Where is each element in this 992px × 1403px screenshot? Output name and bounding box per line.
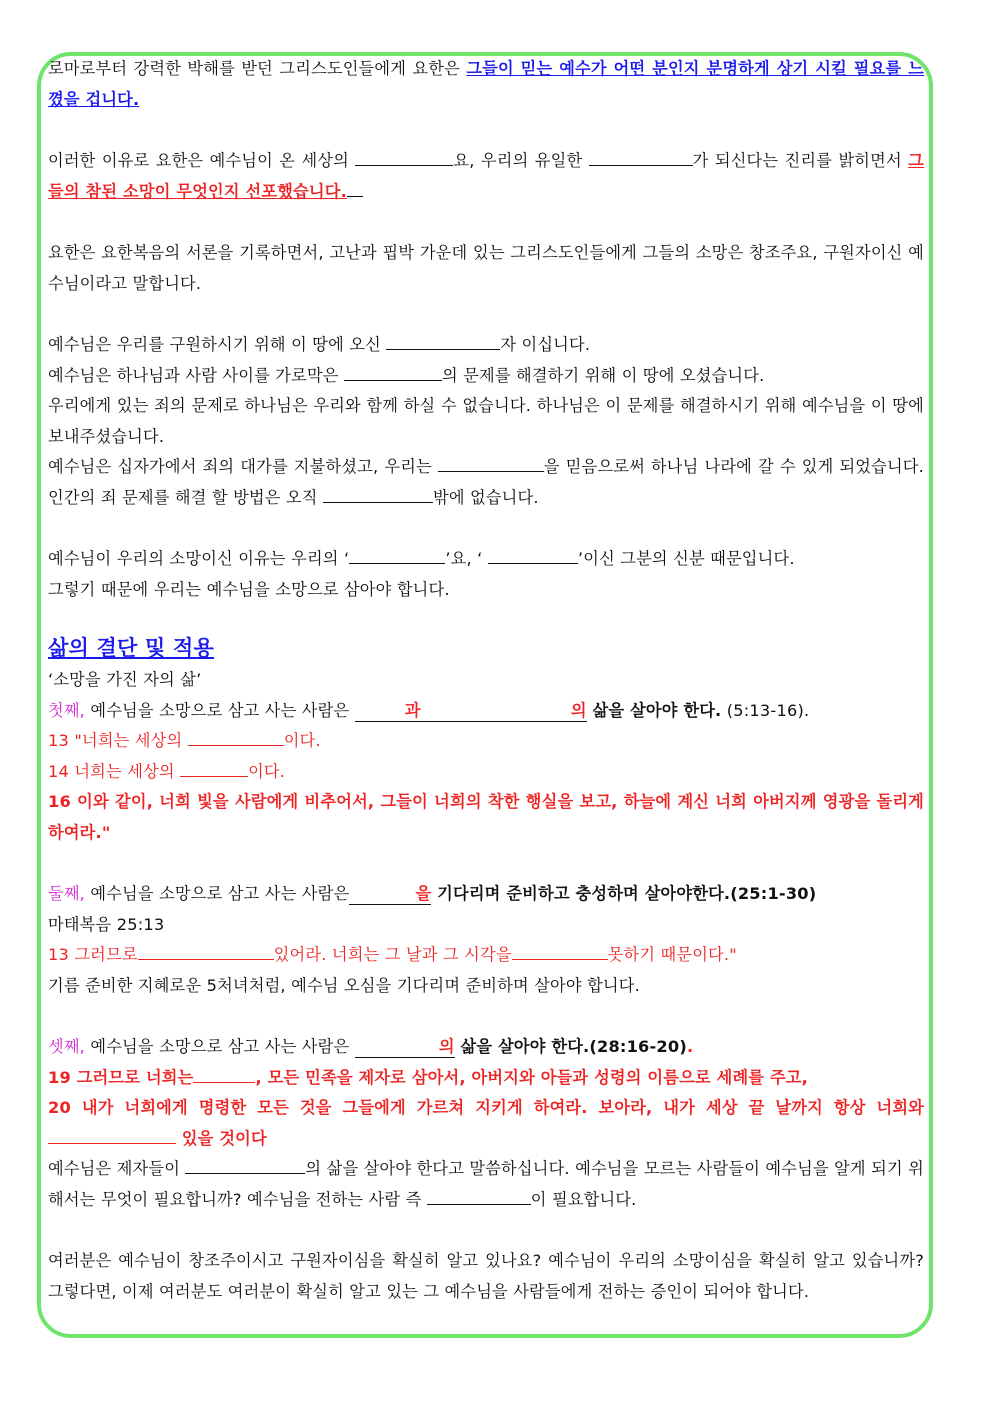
scripture-reference: 마태복음 25:13 <box>48 914 165 934</box>
blank-field[interactable]: 의 <box>355 1037 455 1058</box>
worksheet-content <box>48 54 924 1307</box>
blank-field[interactable] <box>344 362 442 381</box>
paragraph-intro: 로마로부터 강력한 박해를 받던 그리스도인들에게 요한은 그들이 믿는 예수가 어떤 분인지 분명하게 상기 시킬 필요를 느꼈을 겁니다. <box>48 59 924 109</box>
verse-16: 16 이와 같이, 너희 빛을 사람에게 비추어서, 그들이 너희의 착한 행실을 보고, 하늘에 계신 너희 아버지께 영광을 돌리게 하여라." <box>48 792 924 842</box>
blank-field[interactable]: 의 <box>471 701 587 722</box>
blank-field[interactable] <box>386 331 500 350</box>
blank-field[interactable] <box>438 453 544 472</box>
second-point: 둘째, 예수님을 소망으로 삼고 사는 사람은 을 기다리며 준비하고 충성하며 살아야한다.(25:1-30) <box>48 884 817 903</box>
third-point: 셋째, 예수님을 소망으로 삼고 사는 사람은 의 삶을 살아야 한다.(28:16-20). <box>48 1037 694 1056</box>
second-note: 기름 준비한 지혜로운 5처녀처럼, 예수님 오심을 기다리며 준비하며 살아야 합니다. <box>48 975 640 995</box>
paragraph-reason: 이러한 이유로 요한은 예수님이 온 세상의 요, 우리의 유일한 가 되신다는 진리를 밝히면서 그들의 참된 소망이 무엇인지 선포했습니다. <box>48 146 924 207</box>
blank-field[interactable] <box>512 941 608 960</box>
blank-field[interactable] <box>349 545 445 564</box>
blank-field[interactable] <box>188 727 284 746</box>
blank-field[interactable] <box>138 941 274 960</box>
third-note: 예수님은 제자들이 의 삶을 살아야 한다고 말씀하십니다. 예수님을 모르는 사람들이 예수님을 알게 되기 위해서는 무엇이 필요합니까? 예수님을 전하는 사람 즉 이 필요합니다. <box>48 1154 924 1215</box>
blank-field[interactable]: 과 <box>355 701 471 722</box>
verse-19: 19 그러므로 너희는 , 모든 민족을 제자로 삼아서, 아버지와 아들과 성령의 이름으로 세례를 주고, <box>48 1063 924 1094</box>
section-heading: 삶의 결단 및 적용 <box>48 636 214 660</box>
blank-field[interactable] <box>427 1186 531 1205</box>
verse-20: 20 내가 너희에게 명령한 모든 것을 그들에게 가르쳐 지키게 하여라. 보아라, 내가 세상 끝 날까지 항상 너희와 있을 것이다 <box>48 1098 924 1148</box>
paragraph-hope-reason: 예수님이 우리의 소망이신 이유는 우리의 ‘ ’요, ‘ ’이신 그분의 신분 때문입니다. <box>48 544 924 575</box>
verse-25-13: 13 그러므로 있어라. 너희는 그 날과 그 시각을 못하기 때문이다." <box>48 940 924 971</box>
highlight-blue: 그들이 믿는 예수가 어떤 분인지 분명하게 상기 시킬 필요를 느꼈을 겁니다. <box>48 59 924 109</box>
blank-field[interactable] <box>180 758 248 777</box>
first-point: 첫째, 예수님을 소망으로 삼고 사는 사람은 과 의 삶을 살아야 한다. (5:13-16). <box>48 700 810 720</box>
blank-field[interactable] <box>185 1155 305 1174</box>
section-subtitle: ‘소망을 가진 자의 삶’ <box>48 670 202 689</box>
line-sin: 우리에게 있는 죄의 문제로 하나님은 우리와 함께 하실 수 없습니다. 하나님은 이 문제를 해결하시기 위해 예수님을 이 땅에 보내주셨습니다. <box>48 396 924 446</box>
closing-paragraph: 여러분은 예수님이 창조주이시고 구원자이심을 확실히 알고 있나요? 예수님이 우리의 소망이심을 확실히 알고 있습니까? 그렇다면, 이제 여러분도 여러분이 확실히 알고 있는 그 예수님을 사람들에게 전하는 증인이 되어야 합니다. <box>48 1251 924 1301</box>
verse-14: 14 너희는 세상의 이다. <box>48 757 924 788</box>
blank-field[interactable] <box>48 1125 176 1144</box>
blank-field[interactable] <box>488 545 578 564</box>
blank-field[interactable] <box>355 147 453 166</box>
paragraph-gospel-intro: 요한은 요한복음의 서론을 기록하면서, 고난과 핍박 가운데 있는 그리스도인들에게 그들의 소망은 창조주요, 구원자이신 예수님이라고 말합니다. <box>48 243 924 293</box>
highlight-red: 그들의 참된 소망이 무엇인지 선포했습니다. <box>48 151 924 201</box>
line-therefore: 그렇기 때문에 우리는 예수님을 소망으로 삼아야 합니다. <box>48 579 450 599</box>
blank-field[interactable]: 을 <box>349 884 431 905</box>
blank-field[interactable] <box>193 1064 255 1083</box>
line-problem: 예수님은 하나님과 사람 사이를 가로막은 의 문제를 해결하기 위해 이 땅에 오셨습니다. <box>48 361 924 392</box>
line-cross: 예수님은 십자가에서 죄의 대가를 지불하셨고, 우리는 을 믿음으로써 하나님 나라에 갈 수 있게 되었습니다. 인간의 죄 문제를 해결 할 방법은 오직 밖에 없습니다. <box>48 452 924 513</box>
line-savior: 예수님은 우리를 구원하시기 위해 이 땅에 오신 자 이십니다. <box>48 330 924 361</box>
verse-13: 13 "너희는 세상의 이다. <box>48 726 924 757</box>
blank-field[interactable] <box>589 147 693 166</box>
blank-field[interactable] <box>323 484 433 503</box>
